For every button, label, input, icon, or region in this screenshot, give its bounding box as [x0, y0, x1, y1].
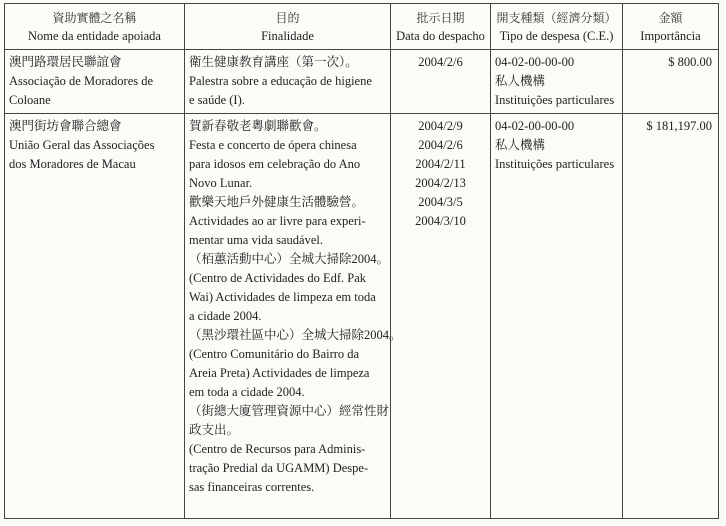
amount-cell: $ 181,197.00 [623, 114, 719, 519]
header-date-pt: Data do despacho [396, 28, 485, 43]
entity-cell [5, 50, 185, 114]
purpose-line: （栢蕙活動中心）全城大掃除2004。 [189, 252, 390, 266]
entity-line: dos Moradores de Macau [9, 157, 136, 171]
date-value: 2004/2/6 [418, 55, 463, 69]
purpose-line: （黑沙環社區中心）全城大掃除2004。 [189, 328, 402, 342]
purpose-line: a cidade 2004. [189, 309, 262, 323]
subsidy-table [4, 3, 719, 519]
entity-line: União Geral das Associações [9, 138, 155, 152]
header-type-zh: 開支種類（經濟分類） [496, 10, 617, 25]
date-value: 2004/2/9 [418, 119, 463, 133]
date-value: 2004/2/11 [415, 157, 466, 171]
purpose-line: Actividades ao ar livre para experi- [189, 214, 366, 228]
type-line: 04-02-00-00-00 [495, 55, 575, 69]
purpose-cell [185, 114, 402, 519]
type-line: 私人機構 [495, 138, 546, 152]
purpose-line: e saúde (I). [189, 93, 245, 107]
date-cell [391, 114, 491, 519]
amount-cell: $ 800.00 [623, 50, 719, 114]
entity-cell [5, 114, 185, 519]
purpose-line: em toda a cidade 2004. [189, 385, 305, 399]
purpose-line: para idosos em celebração do Ano [189, 157, 361, 171]
type-cell [491, 114, 623, 519]
header-amount-pt: Importância [640, 28, 701, 43]
purpose-line: 歡樂天地戶外健康生活體驗營。 [189, 195, 365, 209]
purpose-line: (Centro de Actividades do Edf. Pak [189, 271, 367, 285]
date-value: 2004/3/5 [418, 195, 463, 209]
purpose-line: Novo Lunar. [189, 176, 253, 190]
header-purpose [185, 4, 391, 50]
purpose-line: （街總大廈管理資源中心）經常性財 [189, 404, 390, 418]
date-value: 2004/2/13 [415, 176, 466, 190]
header-row [5, 4, 719, 50]
purpose-line: tração Predial da UGAMM) Despe- [189, 461, 369, 475]
purpose-line: 衛生健康教育講座（第一次）。 [189, 55, 358, 69]
header-type [491, 4, 623, 50]
header-date [391, 4, 491, 50]
purpose-line: Areia Preta) Actividades de limpeza [189, 366, 370, 380]
purpose-line: Festa e concerto de ópera chinesa [189, 138, 357, 152]
header-entity [5, 4, 185, 50]
table-row [5, 114, 719, 519]
entity-line: Coloane [9, 93, 51, 107]
entity-line: 澳門路環居民聯誼會 [9, 55, 122, 69]
header-purpose-pt: Finalidade [261, 28, 314, 43]
purpose-line: Palestra sobre a educação de higiene [189, 74, 372, 88]
date-cell [391, 50, 491, 114]
purpose-line: mentar uma vida saudável. [189, 233, 323, 247]
header-amount [623, 4, 719, 50]
header-type-pt: Tipo de despesa (C.E.) [499, 28, 614, 43]
purpose-line: 賀新春敬老粵劇聯歡會。 [189, 119, 327, 133]
header-purpose-zh: 目的 [275, 10, 300, 25]
type-line: Instituições particulares [495, 157, 615, 171]
type-cell [491, 50, 623, 114]
purpose-cell [185, 50, 391, 114]
date-value: 2004/3/10 [415, 214, 466, 228]
entity-line: Associação de Moradores de [9, 74, 154, 88]
entity-line: 澳門街坊會聯合總會 [9, 119, 122, 133]
purpose-line: (Centro de Recursos para Adminis- [189, 442, 366, 456]
purpose-line: (Centro Comunitário do Bairro da [189, 347, 360, 361]
table-row [5, 50, 719, 114]
type-line: 私人機構 [495, 74, 546, 88]
purpose-line: Wai) Actividades de limpeza em toda [189, 290, 376, 304]
type-line: Instituições particulares [495, 93, 615, 107]
header-entity-zh: 資助實體之名稱 [52, 10, 137, 25]
purpose-line: sas financeiras correntes. [189, 480, 315, 494]
type-line: 04-02-00-00-00 [495, 119, 575, 133]
header-date-zh: 批示日期 [416, 10, 465, 25]
header-entity-pt: Nome da entidade apoiada [28, 28, 161, 43]
purpose-line: 政支出。 [189, 423, 240, 437]
header-amount-zh: 金額 [658, 10, 683, 25]
date-value: 2004/2/6 [418, 138, 463, 152]
